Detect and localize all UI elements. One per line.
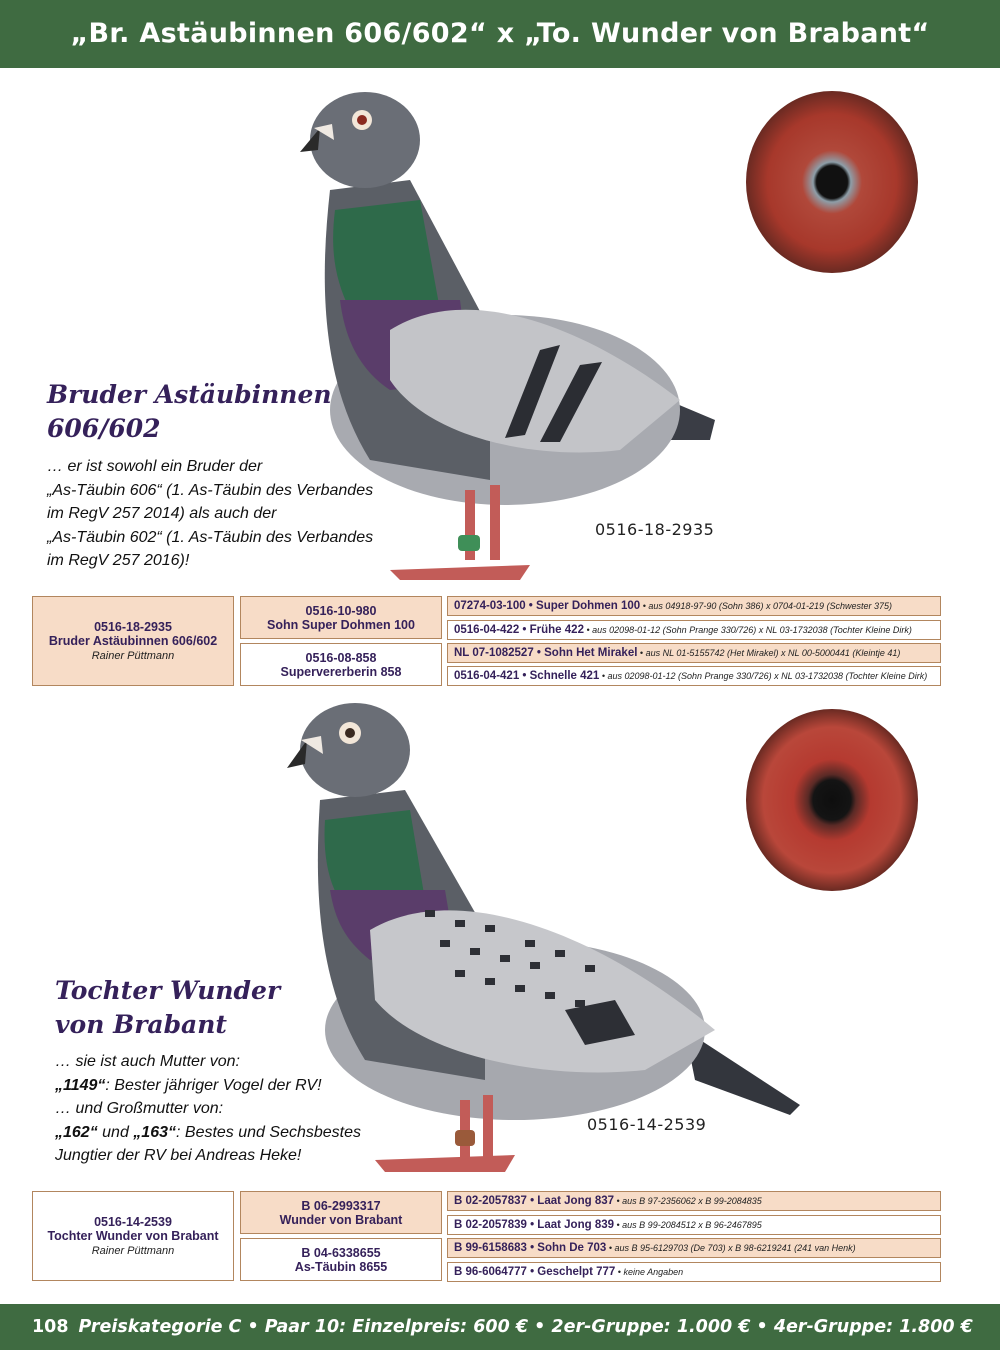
pair2-desc-line3: … und Großmutter von: <box>55 1100 224 1117</box>
pair2-description <box>55 1050 361 1168</box>
pair1-description <box>47 455 373 573</box>
pair2-desc-line4: „162“ und „163“: Bestes und Sechsbestes <box>55 1123 361 1141</box>
pair2-title <box>55 974 280 1042</box>
pair1-subject-box <box>32 596 234 686</box>
pair1-father-ring: 0516-10-980 <box>305 603 377 618</box>
pair2-title-line1: Tochter Wunder <box>55 976 281 1005</box>
pair1-desc-line3: im RegV 257 2014) als auch der <box>47 505 277 522</box>
pair2-title-line2: von Brabant <box>55 1010 227 1039</box>
pair2-grandparent-4: B 96-6064777 • Geschelpt 777 • keine Angaben <box>447 1262 941 1282</box>
eye-photo-female <box>745 708 920 893</box>
pair2-grandparent-2: B 02-2057839 • Laat Jong 839 • aus B 99-2084512 x B 96-2467895 <box>447 1215 941 1235</box>
pair1-desc-line1: … er ist sowohl ein Bruder der <box>47 458 263 475</box>
pair2-mother-ring: B 04-6338655 <box>301 1245 381 1260</box>
pair1-grandparent-4: 0516-04-421 • Schnelle 421 • aus 02098-01-12 (Sohn Prange 330/726) x NL 03-1732038 (Tochter Kleine Dirk) <box>447 666 941 686</box>
pair2-grandparent-3: B 99-6158683 • Sohn De 703 • aus B 95-6129703 (De 703) x B 98-6219241 (241 van Henk) <box>447 1238 941 1258</box>
pair1-subject-name: Bruder Astäubinnen 606/602 <box>48 634 218 648</box>
pair2-desc-line5: Jungtier der RV bei Andreas Heke! <box>55 1147 302 1164</box>
pair1-ring-label: 0516-18-2935 <box>595 520 715 539</box>
pair1-subject-ring: 0516-18-2935 <box>94 620 172 634</box>
pair2-mother-name: As-Täubin 8655 <box>294 1259 388 1274</box>
pair2-father-name: Wunder von Brabant <box>279 1212 403 1227</box>
pair2-subject-ring: 0516-14-2539 <box>94 1215 172 1229</box>
pair2-father-ring: B 06-2993317 <box>301 1198 381 1213</box>
pair1-grandparent-3: NL 07-1082527 • Sohn Het Mirakel • aus NL 01-5155742 (Het Mirakel) x NL 00-5000441 (Kleintje 41) <box>447 643 941 663</box>
pair1-title <box>47 378 332 446</box>
page-title: „Br. Astäubinnen 606/602“ x „To. Wunder von Brabant“ <box>70 18 930 49</box>
pair2-father-box <box>240 1191 442 1234</box>
pigeon-photo-female <box>285 700 805 1190</box>
pair1-father-box <box>240 596 442 639</box>
pair1-desc-line4: „As-Täubin 602“ (1. As-Täubin des Verbandes <box>47 528 374 546</box>
pair2-grandparent-1: B 02-2057837 • Laat Jong 837 • aus B 97-2356062 x B 99-2084835 <box>447 1191 941 1211</box>
pair1-mother-name: Supervererberin 858 <box>280 664 402 679</box>
pair2-ring-label: 0516-14-2539 <box>587 1115 707 1134</box>
pair1-title-line2: 606/602 <box>47 414 161 443</box>
page-header <box>0 0 1000 68</box>
pair1-grandparent-2: 0516-04-422 • Frühe 422 • aus 02098-01-12 (Sohn Prange 330/726) x NL 03-1732038 (Tochter Kleine Dirk) <box>447 620 941 640</box>
pair1-grandparent-1: 07274-03-100 • Super Dohmen 100 • aus 04918-97-90 (Sohn 386) x 0704-01-219 (Schwester 375) <box>447 596 941 616</box>
pair1-mother-ring: 0516-08-858 <box>305 650 377 665</box>
pair2-mother-box <box>240 1238 442 1281</box>
pair1-title-line1: Bruder Astäubinnen <box>47 380 332 409</box>
pair1-mother-box <box>240 643 442 686</box>
pair2-desc-line2: „1149“: Bester jähriger Vogel der RV! <box>55 1076 322 1094</box>
pair1-subject-breeder: Rainer Püttmann <box>91 650 175 662</box>
pair2-subject-box <box>32 1191 234 1281</box>
pair1-desc-line2: „As-Täubin 606“ (1. As-Täubin des Verbandes <box>47 481 374 499</box>
page-number: 108 <box>32 1317 69 1337</box>
pair2-desc-line1: … sie ist auch Mutter von: <box>55 1053 240 1070</box>
eye-photo-male <box>745 90 920 275</box>
page-footer <box>0 1304 1000 1350</box>
price-info: Preiskategorie C • Paar 10: Einzelpreis: 600 € • 2er-Gruppe: 1.000 € • 4er-Gruppe: 1.800 € <box>78 1317 973 1337</box>
pair1-father-name: Sohn Super Dohmen 100 <box>267 617 415 632</box>
pair1-desc-line5: im RegV 257 2016)! <box>47 552 190 569</box>
pair2-subject-name: Tochter Wunder von Brabant <box>47 1229 219 1243</box>
pair2-subject-breeder: Rainer Püttmann <box>91 1245 175 1257</box>
